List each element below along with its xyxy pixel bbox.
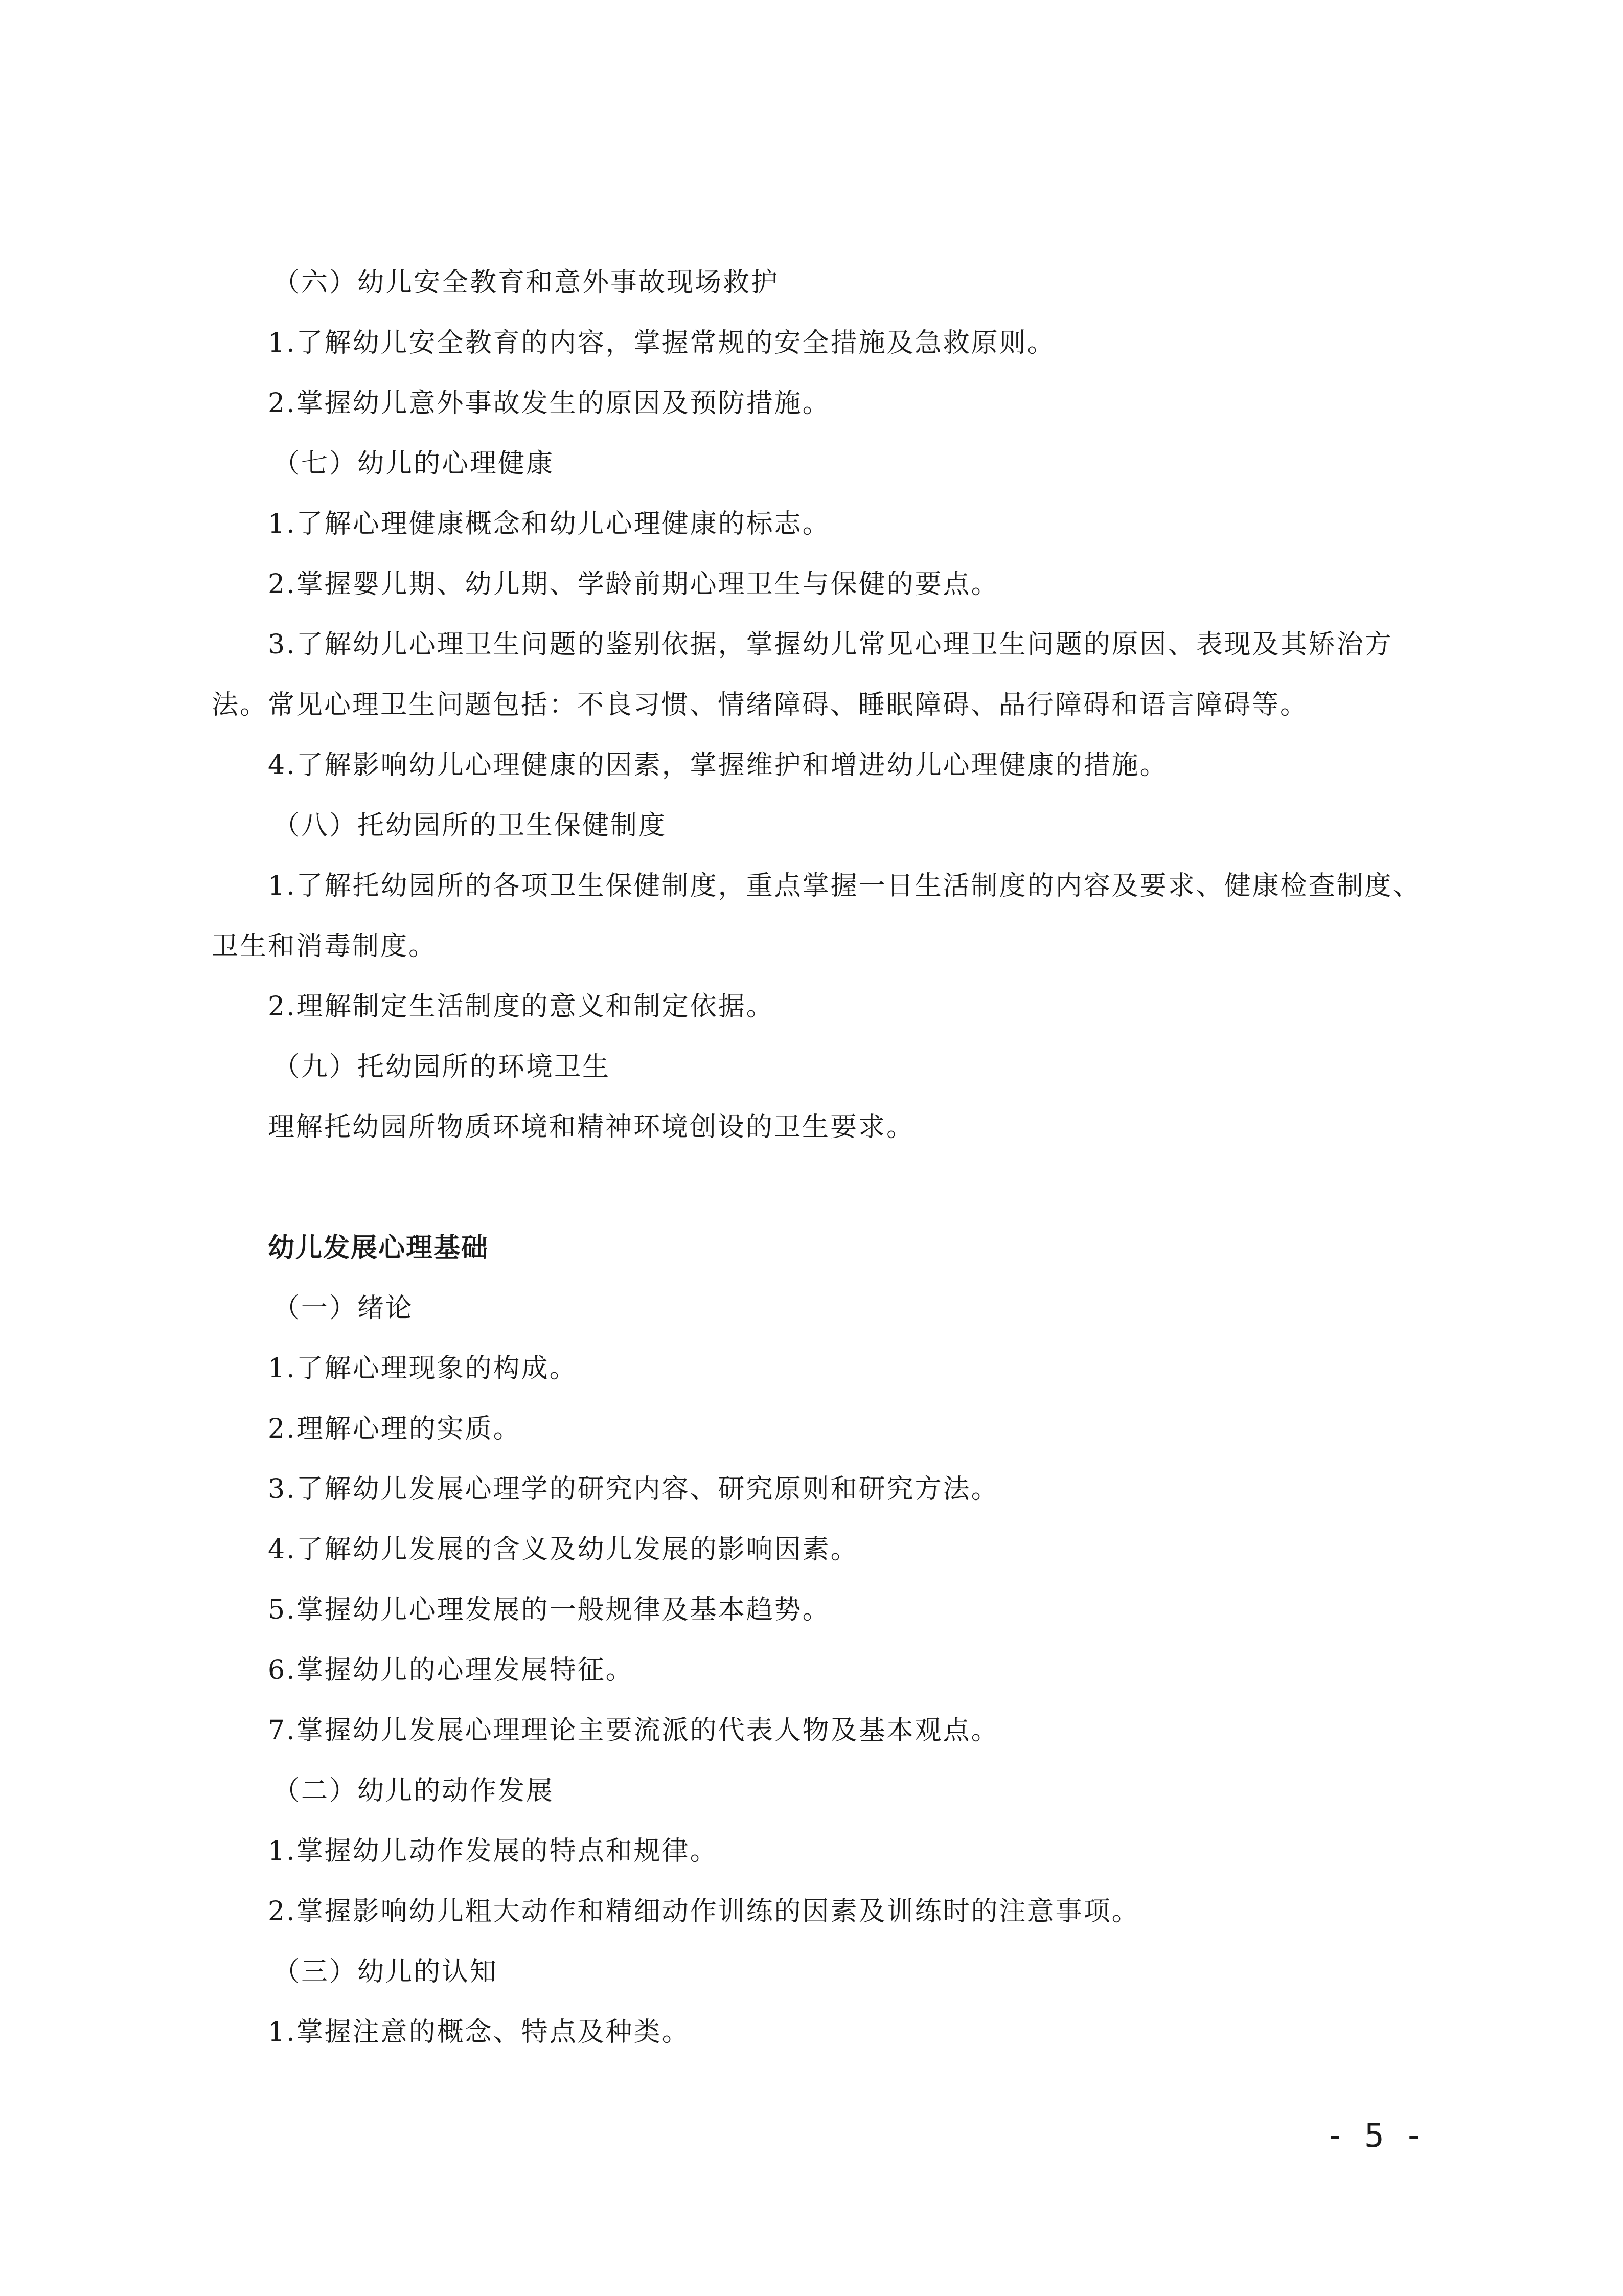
list-item: 7.掌握幼儿发展心理理论主要流派的代表人物及基本观点。 (268, 1715, 999, 1746)
section-heading-8: （八）托幼园所的卫生保健制度 (273, 810, 667, 841)
list-item: 3.了解幼儿发展心理学的研究内容、研究原则和研究方法。 (268, 1474, 999, 1505)
list-item: 2.理解制定生活制度的意义和制定依据。 (268, 991, 774, 1022)
list-item-continuation: 法。常见心理卫生问题包括：不良习惯、情绪障碍、睡眠障碍、品行障碍和语言障碍等。 (212, 690, 1309, 720)
section-heading-9: （九）托幼园所的环境卫生 (273, 1052, 611, 1082)
list-item: 2.掌握影响幼儿粗大动作和精细动作训练的因素及训练时的注意事项。 (268, 1896, 1140, 1927)
list-item: 1.掌握幼儿动作发展的特点和规律。 (268, 1836, 718, 1867)
chapter-title: 幼儿发展心理基础 (268, 1233, 489, 1263)
list-item: 1.了解托幼园所的各项卫生保健制度，重点掌握一日生活制度的内容及要求、健康检查制度、 (268, 871, 1421, 901)
list-item: 1.了解心理现象的构成。 (268, 1353, 578, 1384)
section-heading-6: （六）幼儿安全教育和意外事故现场救护 (273, 267, 780, 298)
list-item: 1.掌握注意的概念、特点及种类。 (268, 2017, 690, 2048)
section-heading-7: （七）幼儿的心理健康 (273, 448, 555, 479)
list-item: 2.掌握幼儿意外事故发生的原因及预防措施。 (268, 388, 831, 419)
list-item: 3.了解幼儿心理卫生问题的鉴别依据，掌握幼儿常见心理卫生问题的原因、表现及其矫治方 (268, 629, 1393, 660)
list-item-continuation: 卫生和消毒制度。 (212, 931, 437, 962)
page-number: - 5 - (1325, 2117, 1424, 2155)
list-item: 1.了解幼儿安全教育的内容，掌握常规的安全措施及急救原则。 (268, 328, 1056, 358)
section-heading-1: （一）绪论 (273, 1293, 414, 1324)
list-item: 2.掌握婴儿期、幼儿期、学龄前期心理卫生与保健的要点。 (268, 569, 999, 600)
paragraph: 理解托幼园所物质环境和精神环境创设的卫生要求。 (268, 1112, 915, 1143)
section-heading-3: （三）幼儿的认知 (273, 1957, 498, 1987)
list-item: 5.掌握幼儿心理发展的一般规律及基本趋势。 (268, 1595, 831, 1625)
list-item: 2.理解心理的实质。 (268, 1414, 521, 1444)
section-heading-2: （二）幼儿的动作发展 (273, 1776, 555, 1806)
list-item: 6.掌握幼儿的心理发展特征。 (268, 1655, 634, 1686)
list-item: 1.了解心理健康概念和幼儿心理健康的标志。 (268, 509, 831, 539)
list-item: 4.了解影响幼儿心理健康的因素，掌握维护和增进幼儿心理健康的措施。 (268, 750, 1168, 781)
list-item: 4.了解幼儿发展的含义及幼儿发展的影响因素。 (268, 1534, 859, 1565)
